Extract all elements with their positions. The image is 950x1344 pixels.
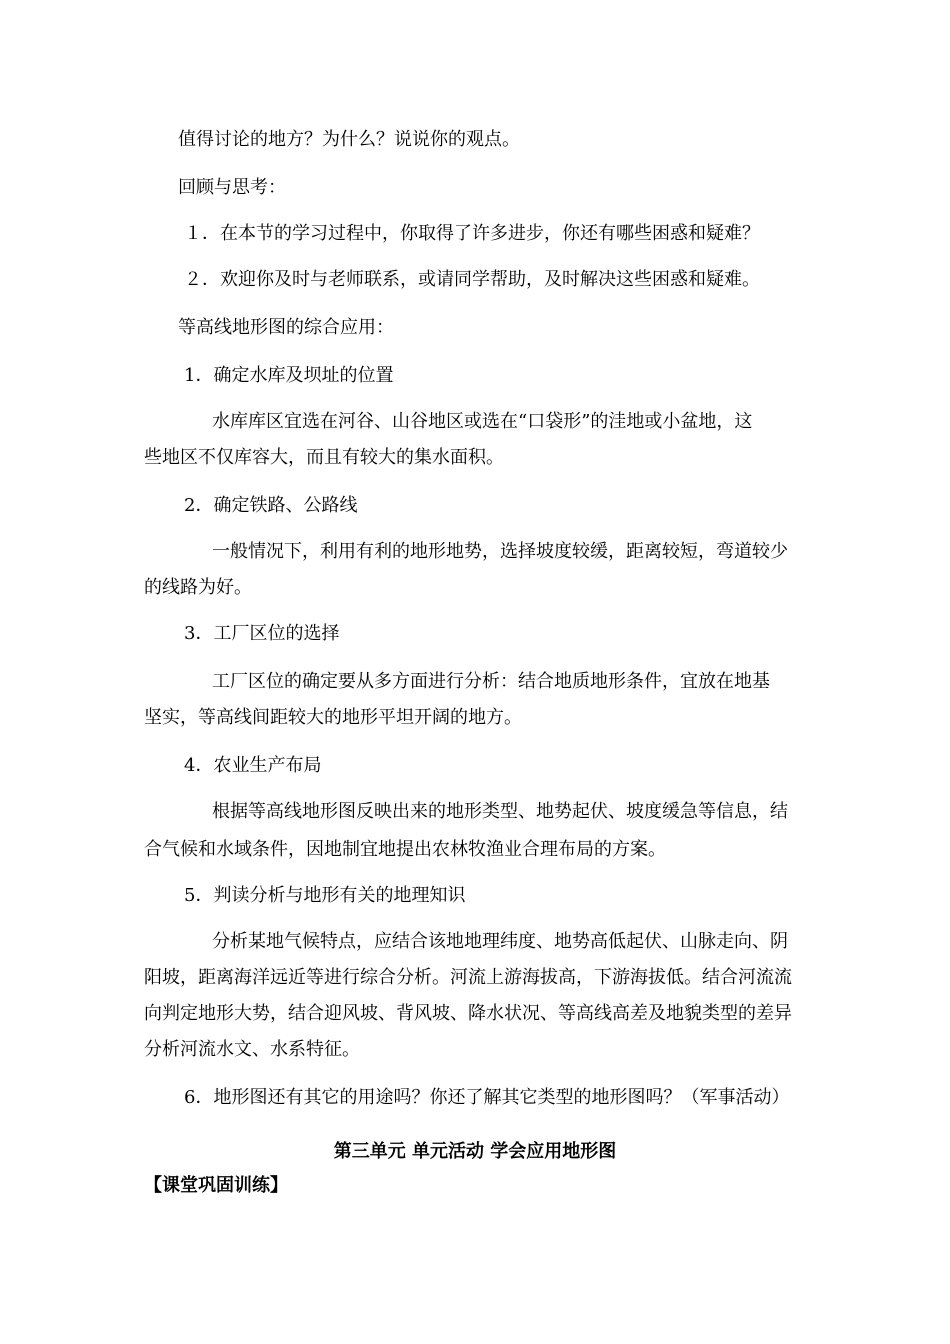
text-line: 等高线地形图的综合应用： xyxy=(178,317,394,338)
text-line: 分析河流水文、水系特征。 xyxy=(144,1039,360,1060)
section-title: 【课堂巩固训练】 xyxy=(144,1175,288,1196)
text-line: 3．工厂区位的选择 xyxy=(184,623,340,644)
unit-title: 第三单元 单元活动 学会应用地形图 xyxy=(333,1141,617,1162)
text-line: 的线路为好。 xyxy=(144,577,252,598)
text-line: 分析某地气候特点，应结合该地地理纬度、地势高低起伏、山脉走向、阴 xyxy=(212,931,788,952)
text-line: 合气候和水域条件，因地制宜地提出农林牧渔业合理布局的方案。 xyxy=(144,839,666,860)
text-line: 些地区不仅库容大，而且有较大的集水面积。 xyxy=(144,447,504,468)
text-line: 工厂区位的确定要从多方面进行分析：结合地质地形条件，宜放在地基 xyxy=(212,671,770,692)
text-line: 1．确定水库及坝址的位置 xyxy=(184,365,394,386)
text-line: 回顾与思考： xyxy=(178,177,286,198)
text-line: １．在本节的学习过程中，你取得了许多进步，你还有哪些困惑和疑难？ xyxy=(184,223,760,244)
text-line: 一般情况下，利用有利的地形地势，选择坡度较缓，距离较短，弯道较少 xyxy=(212,541,788,562)
text-line: 根据等高线地形图反映出来的地形类型、地势起伏、坡度缓急等信息，结 xyxy=(212,801,788,822)
text-line: 水库库区宜选在河谷、山谷地区或选在“口袋形”的洼地或小盆地，这 xyxy=(212,411,753,432)
text-line: 向判定地形大势，结合迎风坡、背风坡、降水状况、等高线高差及地貌类型的差异 xyxy=(144,1003,792,1024)
text-line: 值得讨论的地方？为什么？说说你的观点。 xyxy=(178,129,520,150)
text-line: 5．判读分析与地形有关的地理知识 xyxy=(184,885,466,906)
text-line: 阳坡，距离海洋远近等进行综合分析。河流上游海拔高，下游海拔低。结合河流流 xyxy=(144,967,792,988)
text-line: 2．确定铁路、公路线 xyxy=(184,495,358,516)
text-line: 4．农业生产布局 xyxy=(184,755,322,776)
text-line: ２．欢迎你及时与老师联系，或请同学帮助，及时解决这些困惑和疑难。 xyxy=(184,269,760,290)
text-line: 坚实，等高线间距较大的地形平坦开阔的地方。 xyxy=(144,707,522,728)
text-line: 6．地形图还有其它的用途吗？你还了解其它类型的地形图吗？（军事活动） xyxy=(184,1087,790,1108)
